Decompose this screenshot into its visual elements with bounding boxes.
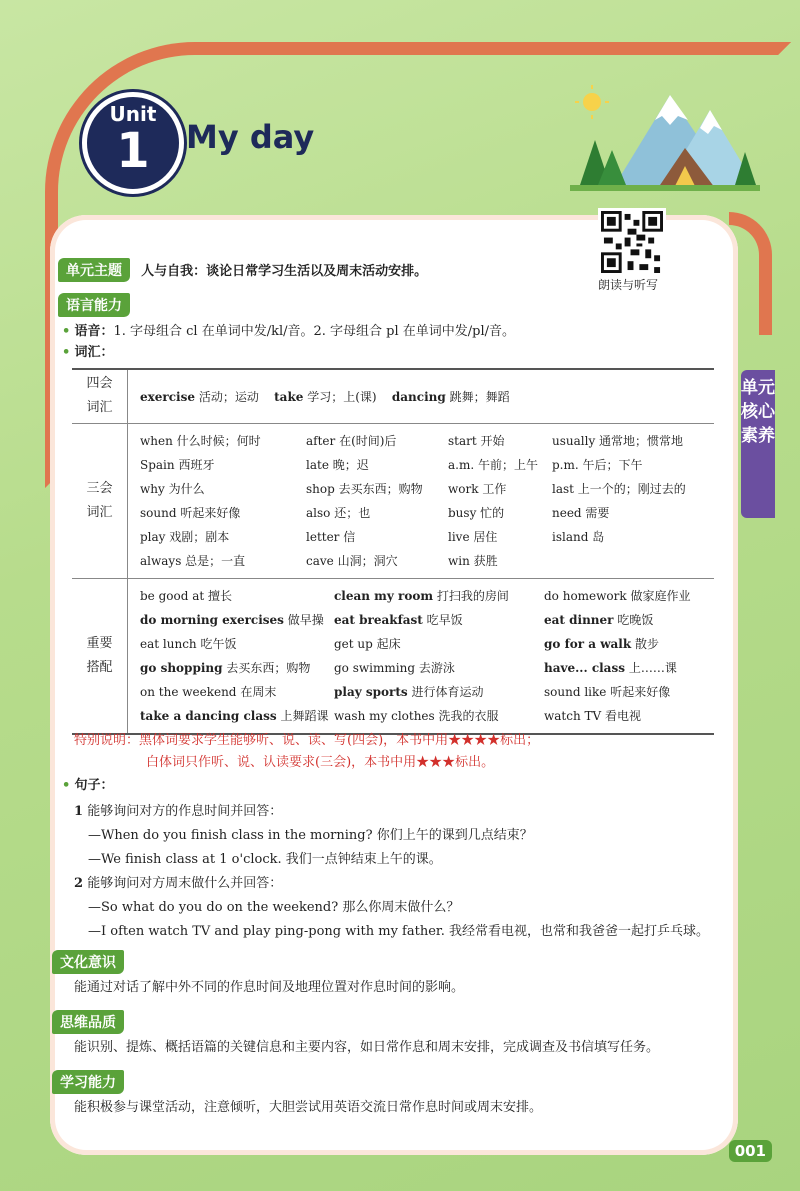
vocab-item: why 为什么: [140, 481, 205, 496]
culture-text: 能通过对话了解中外不同的作息时间及地理位置对作息时间的影响。: [74, 980, 465, 995]
learning-text: 能积极参与课堂活动，注意倾听，大胆尝试用英语交流日常作息时间或周末安排。: [74, 1100, 543, 1115]
sentences-label-line: [62, 776, 113, 796]
phrase-head-1: 重要: [86, 635, 113, 651]
phrase-item: clean my room 打扫我的房间: [334, 588, 509, 603]
vocab-item: p.m. 午后；下午: [552, 457, 643, 472]
note-line-1: 黑体词要求学生能够听、说、读、写(四会)，本书中用★★★★标出；: [139, 733, 540, 748]
language-tag: 语言能力: [58, 293, 130, 317]
vocab-item: after 在(时间)后: [306, 433, 397, 448]
page-title: My day: [186, 118, 315, 156]
phrase-item: sound like 听起来好像: [544, 684, 671, 699]
four-skill-head-2: 词汇: [86, 400, 113, 416]
sentence-1-question: —When do you finish class in the morning? 你们上午的课到几点结束？: [88, 828, 533, 843]
four-skill-head: [72, 369, 128, 423]
four-skill-words: [128, 369, 715, 423]
three-skill-head: [72, 423, 128, 578]
bullet-icon: •: [62, 345, 71, 360]
bullet-icon: •: [62, 324, 71, 339]
phrase-head: [72, 578, 128, 734]
vocab-item: live 居住: [448, 529, 498, 544]
phrase-item: eat lunch 吃午饭: [140, 636, 237, 651]
vocab-item: play 戏剧；剧本: [140, 529, 230, 544]
sentence-1-number: 1: [74, 804, 84, 819]
vocab-item: dancing 跳舞；舞蹈: [391, 389, 510, 404]
vocab-item: usually 通常地；惯常地: [552, 433, 684, 448]
vocab-item: exercise 活动；运动: [140, 389, 259, 404]
sentence-1-answer: —We finish class at 1 o'clock. 我们一点钟结束上午的课。: [88, 852, 442, 867]
phrase-row: [72, 578, 714, 734]
phrase-item: take a dancing class 上舞蹈课: [140, 708, 329, 723]
phrase-item: get up 起床: [334, 636, 401, 651]
vocab-item: always 总是；一直: [140, 553, 246, 568]
three-skill-head-2: 词汇: [86, 504, 113, 520]
theme-text: 人与自我：谈论日常学习生活以及周末活动安排。: [141, 264, 428, 279]
phrase-item: wash my clothes 洗我的衣服: [334, 708, 499, 723]
vocabulary-table: [72, 368, 714, 735]
vocab-label: 词汇：: [74, 345, 114, 360]
sentence-2-title: 能够询问对方周末做什么并回答：: [87, 876, 283, 891]
phonics-text: 1. 字母组合 cl 在单词中发/kl/音。2. 字母组合 pl 在单词中发/pl/音。: [113, 324, 516, 339]
learning-tag: 学习能力: [52, 1070, 124, 1094]
bullet-icon: •: [62, 778, 71, 793]
vocab-item: Spain 西班牙: [140, 457, 215, 472]
phrase-item: do homework 做家庭作业: [544, 588, 691, 603]
phrase-words: [128, 578, 715, 734]
qr-label: 朗读与听写: [598, 278, 659, 292]
theme-row: [58, 258, 427, 282]
phrase-item: go swimming 去游泳: [334, 660, 455, 675]
sentence-2-question: —So what do you do on the weekend? 那么你周末做什么？: [88, 900, 460, 915]
unit-badge: [82, 92, 184, 194]
phrase-item: have... class 上……课: [544, 660, 677, 675]
vocab-item: when 什么时候；何时: [140, 433, 261, 448]
theme-tag: 单元主题: [58, 258, 130, 282]
special-note: [74, 730, 539, 774]
vocab-item: island 岛: [552, 529, 605, 544]
vocab-line: [62, 343, 113, 363]
culture-tag: 文化意识: [52, 950, 124, 974]
vocab-item: a.m. 午前；上午: [448, 457, 538, 472]
vocab-item: last 上一个的；刚过去的: [552, 481, 686, 496]
vocab-item: take 学习；上(课): [274, 389, 377, 404]
thinking-tag: 思维品质: [52, 1010, 124, 1034]
phonics-label: 语音：: [74, 324, 114, 339]
four-skill-head-1: 四会: [86, 376, 113, 392]
sentence-2-answer: —I often watch TV and play ping-pong with my father. 我经常看电视，也常和我爸爸一起打乒乓球。: [88, 924, 709, 939]
vocab-item: work 工作: [448, 481, 507, 496]
phrase-item: play sports 进行体育运动: [334, 684, 484, 699]
qr-code-icon[interactable]: [598, 208, 666, 276]
phrase-item: do morning exercises 做早操: [140, 612, 324, 627]
page-number: 001: [729, 1140, 772, 1162]
vocab-item: [552, 550, 692, 572]
thinking-text: 能识别、提炼、概括语篇的关键信息和主要内容，如日常作息和周末安排，完成调查及书信填写任务。: [74, 1040, 660, 1055]
vocab-item: cave 山洞；洞穴: [306, 553, 398, 568]
phrase-item: go shopping 去买东西；购物: [140, 660, 311, 675]
sentence-1-title: 能够询问对方的作息时间并回答：: [87, 804, 283, 819]
phrase-grid: [128, 579, 714, 733]
note-label: 特别说明：: [74, 733, 140, 748]
mountain-camp-illustration: [570, 80, 760, 195]
unit-word: Unit: [109, 102, 157, 126]
three-skill-words: [128, 423, 715, 578]
vocab-item: late 晚；迟: [306, 457, 369, 472]
vocab-item: start 开始: [448, 433, 505, 448]
vocab-item: sound 听起来好像: [140, 505, 241, 520]
learning-tag-wrap: [52, 1070, 124, 1094]
unit-number: 1: [116, 123, 150, 179]
sentences-label: 句子：: [74, 778, 114, 793]
side-tab-core-literacy: 单元核心素养: [741, 370, 775, 518]
vocab-item: letter 信: [306, 529, 356, 544]
sentence-2-number: 2: [74, 876, 84, 891]
four-skill-row: [72, 369, 714, 423]
phrase-item: watch TV 看电视: [544, 708, 642, 723]
three-skill-head-1: 三会: [86, 480, 113, 496]
phrase-item: be good at 擅长: [140, 588, 233, 603]
vocab-item: shop 去买东西；购物: [306, 481, 423, 496]
phonics-line: [62, 322, 515, 342]
vocab-item: also 还；也: [306, 505, 371, 520]
thinking-tag-wrap: [52, 1010, 124, 1034]
phrase-item: on the weekend 在周末: [140, 684, 277, 699]
phrase-item: go for a walk 散步: [544, 636, 660, 651]
note-line-2: 白体词只作听、说、认读要求(三会)，本书中用★★★标出。: [146, 755, 495, 770]
three-skill-row: [72, 423, 714, 578]
three-skill-grid: [128, 424, 714, 578]
vocab-item: need 需要: [552, 505, 610, 520]
culture-tag-wrap: [52, 950, 124, 974]
vocab-item: win 获胜: [448, 553, 498, 568]
phrase-item: eat breakfast 吃早饭: [334, 612, 463, 627]
vocab-item: busy 忙的: [448, 505, 505, 520]
phrase-head-2: 搭配: [86, 659, 113, 675]
sentences-block: [74, 800, 709, 944]
phrase-item: eat dinner 吃晚饭: [544, 612, 654, 627]
language-tag-wrap: [58, 293, 130, 317]
